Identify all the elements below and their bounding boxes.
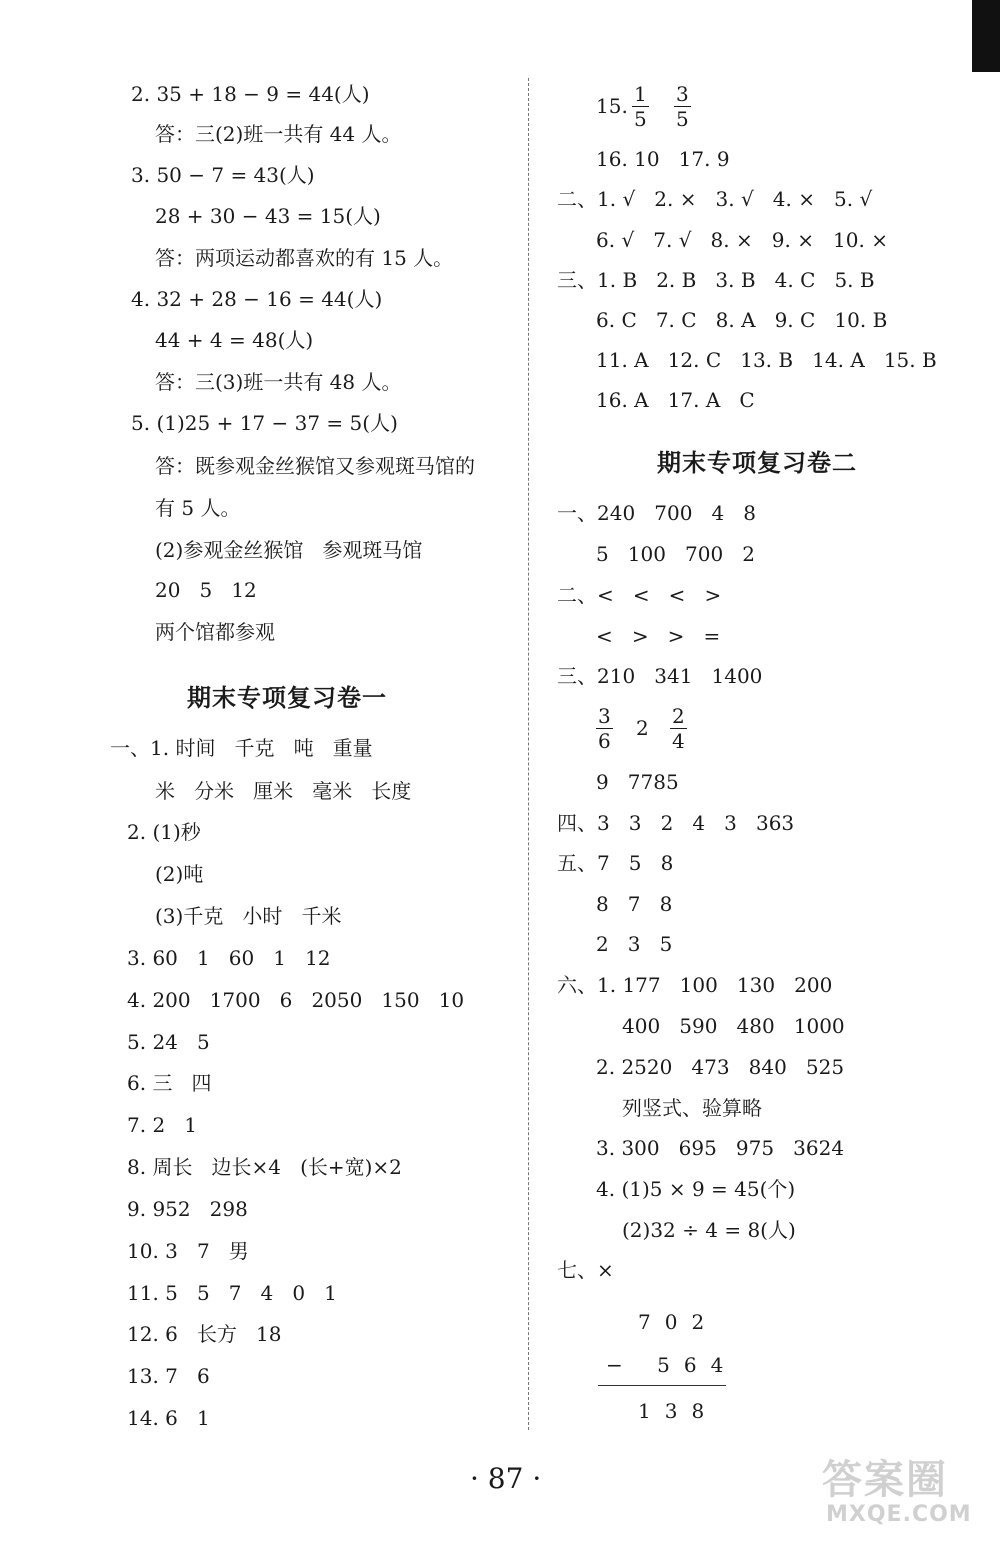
answer-line: 3. 60 1 60 1 12 [127,946,331,970]
answer-line: 2. (1)秒 [127,820,201,844]
answer-line: 四、3 3 2 4 3 363 [557,811,795,835]
fraction-denominator: 4 [672,729,685,753]
answer-line: 15. [596,94,628,118]
answer-line: 五、7 5 8 [557,851,674,875]
fraction-denominator: 6 [598,729,611,753]
fraction-denominator: 5 [676,107,689,131]
answer-line: 8. 周长 边长×4 (长+宽)×2 [127,1155,402,1179]
page-corner-mark [972,0,1000,72]
section-title: 期末专项复习卷二 [657,449,857,477]
answer-line: 二、< < < > [557,583,722,607]
answer-line: 答：三(2)班一共有 44 人。 [155,122,402,146]
answer-line: (2)吨 [155,862,204,886]
answer-line: 2 [636,716,649,740]
fraction [674,82,691,131]
answer-line: 5. (1)25 + 17 − 37 = 5(人) [131,411,398,435]
fraction [670,704,687,753]
answer-line: 两个馆都参观 [155,620,275,644]
section-title: 期末专项复习卷一 [187,684,387,712]
answer-line: 5 100 700 2 [596,542,756,566]
watermark-logo: 答案圈 [822,1457,948,1503]
fraction-numerator: 3 [676,82,689,106]
answer-line: 13. 7 6 [127,1364,210,1388]
answer-line: 44 + 4 = 48(人) [155,328,314,352]
answer-line: 一、1. 时间 千克 吨 重量 [110,736,373,760]
watermark-url: MXQE.COM [826,1502,972,1527]
answer-line: 答：三(3)班一共有 48 人。 [155,370,402,394]
answer-line: 三、1. B 2. B 3. B 4. C 5. B [557,268,875,292]
answer-line: 6. 三 四 [127,1071,212,1095]
answer-line: 9 7785 [596,770,679,794]
answer-line: (3)千克 小时 千米 [155,904,342,928]
answer-line: 2 3 5 [596,932,673,956]
answer-line: 8 7 8 [596,892,673,916]
answer-line: < > > = [596,624,721,648]
fraction-numerator: 3 [598,704,611,728]
answer-line: 11. 5 5 7 4 0 1 [127,1281,337,1305]
answer-line: 20 5 12 [155,578,257,602]
vertical-calc-result: 138 [638,1399,719,1423]
answer-line: 16. 10 17. 9 [596,147,730,171]
watermark [812,1448,992,1536]
answer-line: 5. 24 5 [127,1030,210,1054]
answer-line: (2)32 ÷ 4 = 8(人) [622,1218,796,1242]
column-divider [528,78,529,1430]
fraction [596,704,613,753]
answer-line: 三、210 341 1400 [557,664,763,688]
answer-line: 3. 50 − 7 = 43(人) [131,163,315,187]
answer-line: 2. 2520 473 840 525 [596,1055,845,1079]
answer-line: 6. C 7. C 8. A 9. C 10. B [596,308,888,332]
vertical-calc-rule [598,1385,726,1386]
answer-line: 米 分米 厘米 毫米 长度 [155,779,412,803]
answer-line: 3. 300 695 975 3624 [596,1136,845,1160]
answer-line: 七、× [557,1258,614,1282]
answer-line: 14. 6 1 [127,1406,210,1430]
vertical-calc-minuend: 702 [638,1310,719,1334]
vertical-calc-subtrahend: − 564 [606,1353,738,1377]
fraction-numerator: 2 [672,704,685,728]
answer-line: 一、240 700 4 8 [557,501,757,525]
answer-line: 2. 35 + 18 − 9 = 44(人) [131,82,370,106]
answer-line: 4. (1)5 × 9 = 45(个) [596,1177,796,1201]
page-number: · 87 · [470,1462,542,1495]
answer-line: 7. 2 1 [127,1113,197,1137]
answer-line: 10. 3 7 男 [127,1239,249,1263]
fraction [632,82,649,131]
answer-line: 400 590 480 1000 [622,1014,845,1038]
answer-line: 4. 32 + 28 − 16 = 44(人) [131,287,383,311]
answer-line: 16. A 17. A C [596,388,755,412]
answer-line: 六、1. 177 100 130 200 [557,973,833,997]
answer-line: 6. √ 7. √ 8. × 9. × 10. × [596,228,888,252]
answer-line: 二、1. √ 2. × 3. √ 4. × 5. √ [557,187,873,211]
answer-line: 列竖式、验算略 [622,1096,762,1120]
answer-line: 9. 952 298 [127,1197,248,1221]
fraction-denominator: 5 [634,107,647,131]
answer-line: 答：既参观金丝猴馆又参观斑马馆的 [155,454,475,478]
answer-line: (2)参观金丝猴馆 参观斑马馆 [155,538,423,562]
answer-line: 有 5 人。 [155,496,241,520]
answer-line: 12. 6 长方 18 [127,1322,282,1346]
fraction-numerator: 1 [634,82,647,106]
answer-line: 28 + 30 − 43 = 15(人) [155,204,381,228]
answer-line: 答：两项运动都喜欢的有 15 人。 [155,246,454,270]
answer-line: 4. 200 1700 6 2050 150 10 [127,988,465,1012]
answer-line: 11. A 12. C 13. B 14. A 15. B [596,348,937,372]
